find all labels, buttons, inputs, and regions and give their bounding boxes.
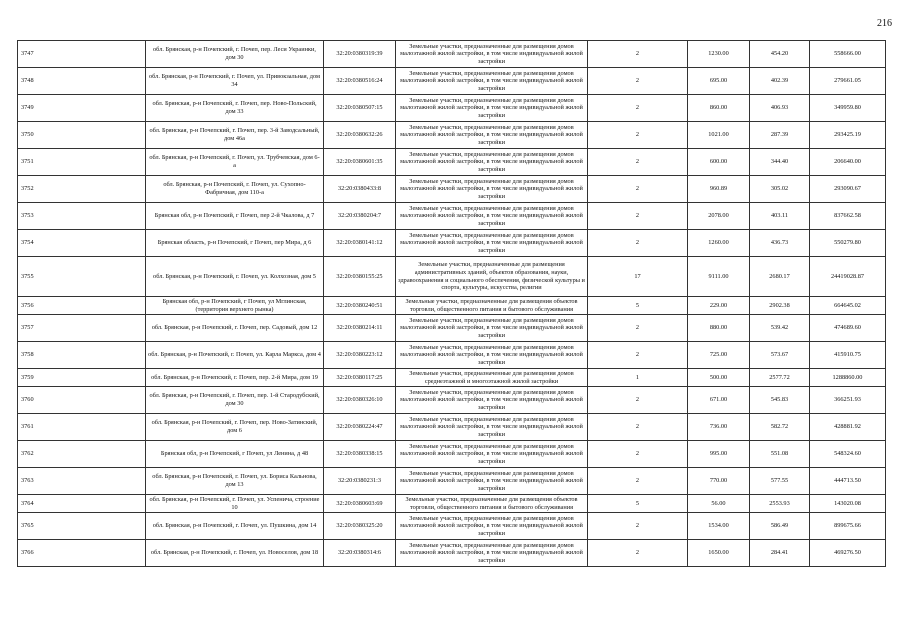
area-cell: 500.00: [688, 369, 750, 387]
cadastral-value-cell: 548324.60: [810, 441, 886, 468]
row-number-cell: 3764: [18, 495, 146, 513]
row-number-cell: 3752: [18, 176, 146, 203]
cadastral-number-cell: 32:20:0380141:12: [324, 230, 396, 257]
group-cell: 2: [588, 176, 688, 203]
group-cell: 2: [588, 441, 688, 468]
table-row: [18, 369, 886, 387]
table-row: [18, 203, 886, 230]
area-cell: 725.00: [688, 342, 750, 369]
address-cell: обл. Брянская, р-н Почепский, г. Почеп, ул. Пушкина, дом 14: [146, 513, 324, 540]
table-row: [18, 468, 886, 495]
address-cell: Брянская обл, р-н Почепский, г Почеп, пер 2-й Чкалова, д 7: [146, 203, 324, 230]
table-row: [18, 68, 886, 95]
land-use-cell: Земельные участки, предназначенные для размещения домов малоэтажной жилой застройки, в том числе индивидуальной жилой застройки: [396, 468, 588, 495]
unit-value-cell: 436.73: [750, 230, 810, 257]
cadastral-number-cell: 32:20:0380433:8: [324, 176, 396, 203]
unit-value-cell: 2553.93: [750, 495, 810, 513]
land-use-cell: Земельные участки, предназначенные для размещения домов малоэтажной жилой застройки, в том числе индивидуальной жилой застройки: [396, 203, 588, 230]
group-cell: 2: [588, 230, 688, 257]
cadastral-number-cell: 32:20:0380516:24: [324, 68, 396, 95]
area-cell: 995.00: [688, 441, 750, 468]
address-cell: обл. Брянская, р-н Почепский, г. Почеп, ул. Новоселов, дом 18: [146, 540, 324, 567]
group-cell: 2: [588, 95, 688, 122]
address-cell: обл. Брянская, р-н Почепский, г. Почеп, пер. Ново-Затинский, дом 6: [146, 414, 324, 441]
address-cell: Брянская область, р-н Почепский, г Почеп, пер Мира, д 6: [146, 230, 324, 257]
row-number-cell: 3761: [18, 414, 146, 441]
table-row: [18, 540, 886, 567]
table-row: [18, 387, 886, 414]
table-row: [18, 495, 886, 513]
cadastral-value-cell: 558666.00: [810, 41, 886, 68]
group-cell: 5: [588, 495, 688, 513]
address-cell: обл. Брянская, р-н Почепский, г. Почеп, ул. Карла Маркса, дом 4: [146, 342, 324, 369]
cadastral-value-cell: 143020.08: [810, 495, 886, 513]
cadastral-number-cell: 32:20:0380314:6: [324, 540, 396, 567]
land-use-cell: Земельные участки, предназначенные для размещения домов малоэтажной жилой застройки, в том числе индивидуальной жилой застройки: [396, 540, 588, 567]
group-cell: 2: [588, 203, 688, 230]
row-number-cell: 3763: [18, 468, 146, 495]
area-cell: 56.00: [688, 495, 750, 513]
cadastral-value-cell: 899675.66: [810, 513, 886, 540]
unit-value-cell: 344.40: [750, 149, 810, 176]
table-row: [18, 414, 886, 441]
table-row: [18, 297, 886, 315]
cadastral-value-cell: 24419028.87: [810, 257, 886, 297]
group-cell: 2: [588, 149, 688, 176]
table-row: [18, 41, 886, 68]
area-cell: 1021.00: [688, 122, 750, 149]
group-cell: 2: [588, 315, 688, 342]
land-use-cell: Земельные участки, предназначенные для размещения домов малоэтажной жилой застройки, в том числе индивидуальной жилой застройки: [396, 414, 588, 441]
table-row: [18, 230, 886, 257]
unit-value-cell: 406.93: [750, 95, 810, 122]
cadastral-value-cell: 349959.80: [810, 95, 886, 122]
cadastral-number-cell: 32:20:0380240:51: [324, 297, 396, 315]
area-cell: 2078.00: [688, 203, 750, 230]
cadastral-number-cell: 32:20:0380601:35: [324, 149, 396, 176]
unit-value-cell: 573.67: [750, 342, 810, 369]
area-cell: 770.00: [688, 468, 750, 495]
cadastral-value-cell: 1288860.00: [810, 369, 886, 387]
group-cell: 2: [588, 468, 688, 495]
unit-value-cell: 577.55: [750, 468, 810, 495]
unit-value-cell: 305.02: [750, 176, 810, 203]
table-row: [18, 342, 886, 369]
table-row: [18, 257, 886, 297]
row-number-cell: 3765: [18, 513, 146, 540]
address-cell: обл. Брянская, р-н Почепский, г. Почеп, пер. Леси Украинки, дом 30: [146, 41, 324, 68]
area-cell: 9111.00: [688, 257, 750, 297]
cadastral-number-cell: 32:20:0380603:69: [324, 495, 396, 513]
land-use-cell: Земельные участки, предназначенные для размещения домов малоэтажной жилой застройки, в том числе индивидуальной жилой застройки: [396, 95, 588, 122]
land-use-cell: Земельные участки, предназначенные для размещения домов малоэтажной жилой застройки, в том числе индивидуальной жилой застройки: [396, 387, 588, 414]
cadastral-value-cell: 366251.93: [810, 387, 886, 414]
unit-value-cell: 582.72: [750, 414, 810, 441]
address-cell: обл. Брянская, р-н Почепский, г. Почеп, ул. Успенича, строение 10: [146, 495, 324, 513]
cadastral-number-cell: 32:20:0380326:10: [324, 387, 396, 414]
address-cell: обл. Брянская, р-н Почепский, г. Почеп, ул. Сухопно-Фабричная, дом 110-а: [146, 176, 324, 203]
unit-value-cell: 551.08: [750, 441, 810, 468]
group-cell: 2: [588, 513, 688, 540]
unit-value-cell: 287.39: [750, 122, 810, 149]
cadastral-number-cell: 32:20:0380231:3: [324, 468, 396, 495]
unit-value-cell: 2680.17: [750, 257, 810, 297]
land-use-cell: Земельные участки, предназначенные для размещения домов малоэтажной жилой застройки, в том числе индивидуальной жилой застройки: [396, 513, 588, 540]
unit-value-cell: 284.41: [750, 540, 810, 567]
row-number-cell: 3748: [18, 68, 146, 95]
unit-value-cell: 2902.38: [750, 297, 810, 315]
area-cell: 1260.00: [688, 230, 750, 257]
land-use-cell: Земельные участки, предназначенные для размещения домов малоэтажной жилой застройки, в том числе индивидуальной жилой застройки: [396, 68, 588, 95]
address-cell: Брянская обл, р-н Почепский, г Почеп, ул Ленина, д 48: [146, 441, 324, 468]
cadastral-number-cell: 32:20:0380319:39: [324, 41, 396, 68]
group-cell: 2: [588, 122, 688, 149]
table-row: [18, 122, 886, 149]
row-number-cell: 3754: [18, 230, 146, 257]
row-number-cell: 3759: [18, 369, 146, 387]
cadastral-number-cell: 32:20:0380632:26: [324, 122, 396, 149]
land-use-cell: Земельные участки, предназначенные для размещения объектов торговли, общественного питания и бытового обслуживания: [396, 297, 588, 315]
unit-value-cell: 586.49: [750, 513, 810, 540]
address-cell: обл. Брянская, р-н Почепский, г. Почеп, пер. 1-й Стародубский, дом 30: [146, 387, 324, 414]
cadastral-number-cell: 32:20:0380338:15: [324, 441, 396, 468]
group-cell: 2: [588, 540, 688, 567]
cadastral-value-cell: 415910.75: [810, 342, 886, 369]
cadastral-number-cell: 32:20:0380507:15: [324, 95, 396, 122]
cadastral-value-cell: 206640.00: [810, 149, 886, 176]
area-cell: 695.00: [688, 68, 750, 95]
unit-value-cell: 545.83: [750, 387, 810, 414]
row-number-cell: 3757: [18, 315, 146, 342]
cadastral-value-cell: 428881.92: [810, 414, 886, 441]
address-cell: обл. Брянская, р-н Почепский, г. Почеп, ул. Колхозная, дом 5: [146, 257, 324, 297]
address-cell: обл. Брянская, р-н Почепский, г. Почеп, пер. Ново-Польский, дом 33: [146, 95, 324, 122]
row-number-cell: 3755: [18, 257, 146, 297]
cadastral-value-cell: 293090.67: [810, 176, 886, 203]
group-cell: 2: [588, 414, 688, 441]
land-registry-table: [17, 40, 886, 567]
address-cell: обл. Брянская, р-н Почепский, г. Почеп, ул. Трубчевская, дом 6-а: [146, 149, 324, 176]
table-row: [18, 95, 886, 122]
cadastral-value-cell: 837662.58: [810, 203, 886, 230]
land-use-cell: Земельные участки, предназначенные для размещения домов малоэтажной жилой застройки, в том числе индивидуальной жилой застройки: [396, 315, 588, 342]
land-use-cell: Земельные участки, предназначенные для размещения домов малоэтажной жилой застройки, в том числе индивидуальной жилой застройки: [396, 342, 588, 369]
table-body: [18, 41, 886, 567]
unit-value-cell: 402.39: [750, 68, 810, 95]
table-row: [18, 149, 886, 176]
row-number-cell: 3766: [18, 540, 146, 567]
group-cell: 2: [588, 41, 688, 68]
group-cell: 2: [588, 387, 688, 414]
area-cell: 860.00: [688, 95, 750, 122]
row-number-cell: 3753: [18, 203, 146, 230]
address-cell: обл. Брянская, р-н Почепский, г. Почеп, пер. 3-й Заводсальный, дом 46а: [146, 122, 324, 149]
row-number-cell: 3756: [18, 297, 146, 315]
area-cell: 880.00: [688, 315, 750, 342]
area-cell: 736.00: [688, 414, 750, 441]
cadastral-value-cell: 444713.50: [810, 468, 886, 495]
address-cell: обл. Брянская, р-н Почепский, г. Почеп, пер. Садовый, дом 12: [146, 315, 324, 342]
area-cell: 1650.00: [688, 540, 750, 567]
land-use-cell: Земельные участки, предназначенные для размещения домов малоэтажной жилой застройки, в том числе индивидуальной жилой застройки: [396, 149, 588, 176]
unit-value-cell: 2577.72: [750, 369, 810, 387]
land-use-cell: Земельные участки, предназначенные для размещения домов малоэтажной жилой застройки, в том числе индивидуальной жилой застройки: [396, 122, 588, 149]
address-cell: обл. Брянская, р-н Почепский, г. Почеп, пер. 2-й Мира, дом 19: [146, 369, 324, 387]
address-cell: обл. Брянская, р-н Почепский, г. Почеп, ул. Бориса Кальнова, дом 13: [146, 468, 324, 495]
unit-value-cell: 454.20: [750, 41, 810, 68]
cadastral-value-cell: 293425.19: [810, 122, 886, 149]
row-number-cell: 3758: [18, 342, 146, 369]
cadastral-value-cell: 469276.50: [810, 540, 886, 567]
area-cell: 1230.00: [688, 41, 750, 68]
group-cell: 2: [588, 342, 688, 369]
cadastral-value-cell: 664645.02: [810, 297, 886, 315]
group-cell: 1: [588, 369, 688, 387]
area-cell: 671.00: [688, 387, 750, 414]
table-row: [18, 441, 886, 468]
cadastral-value-cell: 550279.80: [810, 230, 886, 257]
land-use-cell: Земельные участки, предназначенные для размещения домов малоэтажной жилой застройки, в том числе индивидуальной жилой застройки: [396, 230, 588, 257]
cadastral-number-cell: 32:20:0380155:25: [324, 257, 396, 297]
land-use-cell: Земельные участки, предназначенные для размещения домов малоэтажной жилой застройки, в том числе индивидуальной жилой застройки: [396, 41, 588, 68]
cadastral-number-cell: 32:20:0380117:25: [324, 369, 396, 387]
land-use-cell: Земельные участки, предназначенные для размещения домов среднеэтажной и многоэтажной жилой застройки: [396, 369, 588, 387]
group-cell: 17: [588, 257, 688, 297]
land-use-cell: Земельные участки, предназначенные для размещения административных зданий, объектов образования, науки, здравоохранения и социального обеспечения, физической культуры и спорта, культуры, искусства, религии: [396, 257, 588, 297]
table-row: [18, 513, 886, 540]
land-use-cell: Земельные участки, предназначенные для размещения домов малоэтажной жилой застройки, в том числе индивидуальной жилой застройки: [396, 441, 588, 468]
cadastral-number-cell: 32:20:0380223:12: [324, 342, 396, 369]
unit-value-cell: 403.11: [750, 203, 810, 230]
address-cell: обл. Брянская, р-н Почепский, г. Почеп, ул. Привокзальная, дом 34: [146, 68, 324, 95]
row-number-cell: 3750: [18, 122, 146, 149]
area-cell: 960.89: [688, 176, 750, 203]
page-number: 216: [877, 18, 892, 29]
cadastral-number-cell: 32:20:0380325:20: [324, 513, 396, 540]
group-cell: 2: [588, 68, 688, 95]
unit-value-cell: 539.42: [750, 315, 810, 342]
table-row: [18, 315, 886, 342]
group-cell: 5: [588, 297, 688, 315]
address-cell: Брянская обл, р-н Почепский, г Почеп, ул Мглинская, (территория верхнего рынка): [146, 297, 324, 315]
land-use-cell: Земельные участки, предназначенные для размещения объектов торговли, общественного питания и бытового обслуживания: [396, 495, 588, 513]
row-number-cell: 3751: [18, 149, 146, 176]
row-number-cell: 3760: [18, 387, 146, 414]
area-cell: 1534.00: [688, 513, 750, 540]
row-number-cell: 3749: [18, 95, 146, 122]
cadastral-value-cell: 279661.05: [810, 68, 886, 95]
cadastral-value-cell: 474689.60: [810, 315, 886, 342]
land-use-cell: Земельные участки, предназначенные для размещения домов малоэтажной жилой застройки, в том числе индивидуальной жилой застройки: [396, 176, 588, 203]
cadastral-number-cell: 32:20:0380214:11: [324, 315, 396, 342]
row-number-cell: 3762: [18, 441, 146, 468]
cadastral-number-cell: 32:20:0380224:47: [324, 414, 396, 441]
area-cell: 600.00: [688, 149, 750, 176]
cadastral-number-cell: 32:20:0380204:7: [324, 203, 396, 230]
row-number-cell: 3747: [18, 41, 146, 68]
table-row: [18, 176, 886, 203]
area-cell: 229.00: [688, 297, 750, 315]
